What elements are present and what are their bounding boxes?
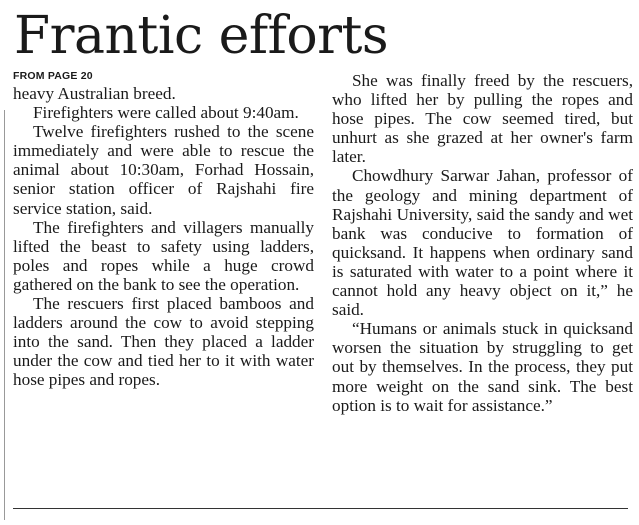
continuation-kicker: FROM PAGE 20 (13, 70, 93, 82)
headline: Frantic efforts (14, 6, 389, 66)
paragraph: Chowdhury Sarwar Jahan, professor of the geology and mining department of Rajshahi University, said the sandy and wet bank was conducive to formation of quicksand. It happens when ordinary sand is saturated with water to a point where it cannot hold any heavy object on it,” he said. (332, 166, 633, 320)
article-column-right (332, 71, 633, 415)
column-divider (4, 110, 5, 520)
paragraph: heavy Australian breed. (13, 84, 176, 103)
paragraph: The rescuers first placed bamboos and ladders around the cow to avoid stepping into the sand. Then they placed a ladder under the cow and tied her to it with water hose pipes and ropes. (13, 294, 314, 390)
paragraph: The firefighters and villagers manually lifted the beast to safety using ladders, poles and ropes while a huge crowd gathered on the bank to see the operation. (13, 217, 314, 294)
article-column-left (13, 70, 314, 390)
paragraph: She was finally freed by the rescuers, who lifted her by pulling the ropes and hose pipes. The cow seemed tired, but unhurt as she grazed at her owner's farm later. (332, 71, 633, 167)
paragraph: Twelve firefighters rushed to the scene immediately and were able to rescue the animal about 10:30am, Forhad Hossain, senior station officer of Rajshahi fire service station, said. (13, 122, 314, 218)
paragraph: Firefighters were called about 9:40am. (33, 103, 299, 123)
paragraph: “Humans or animals stuck in quicksand worsen the situation by struggling to get out by themselves. In the process, they put more weight on the sand sink. The best option is to wait for assistance.” (332, 319, 633, 415)
bottom-rule (13, 508, 628, 509)
